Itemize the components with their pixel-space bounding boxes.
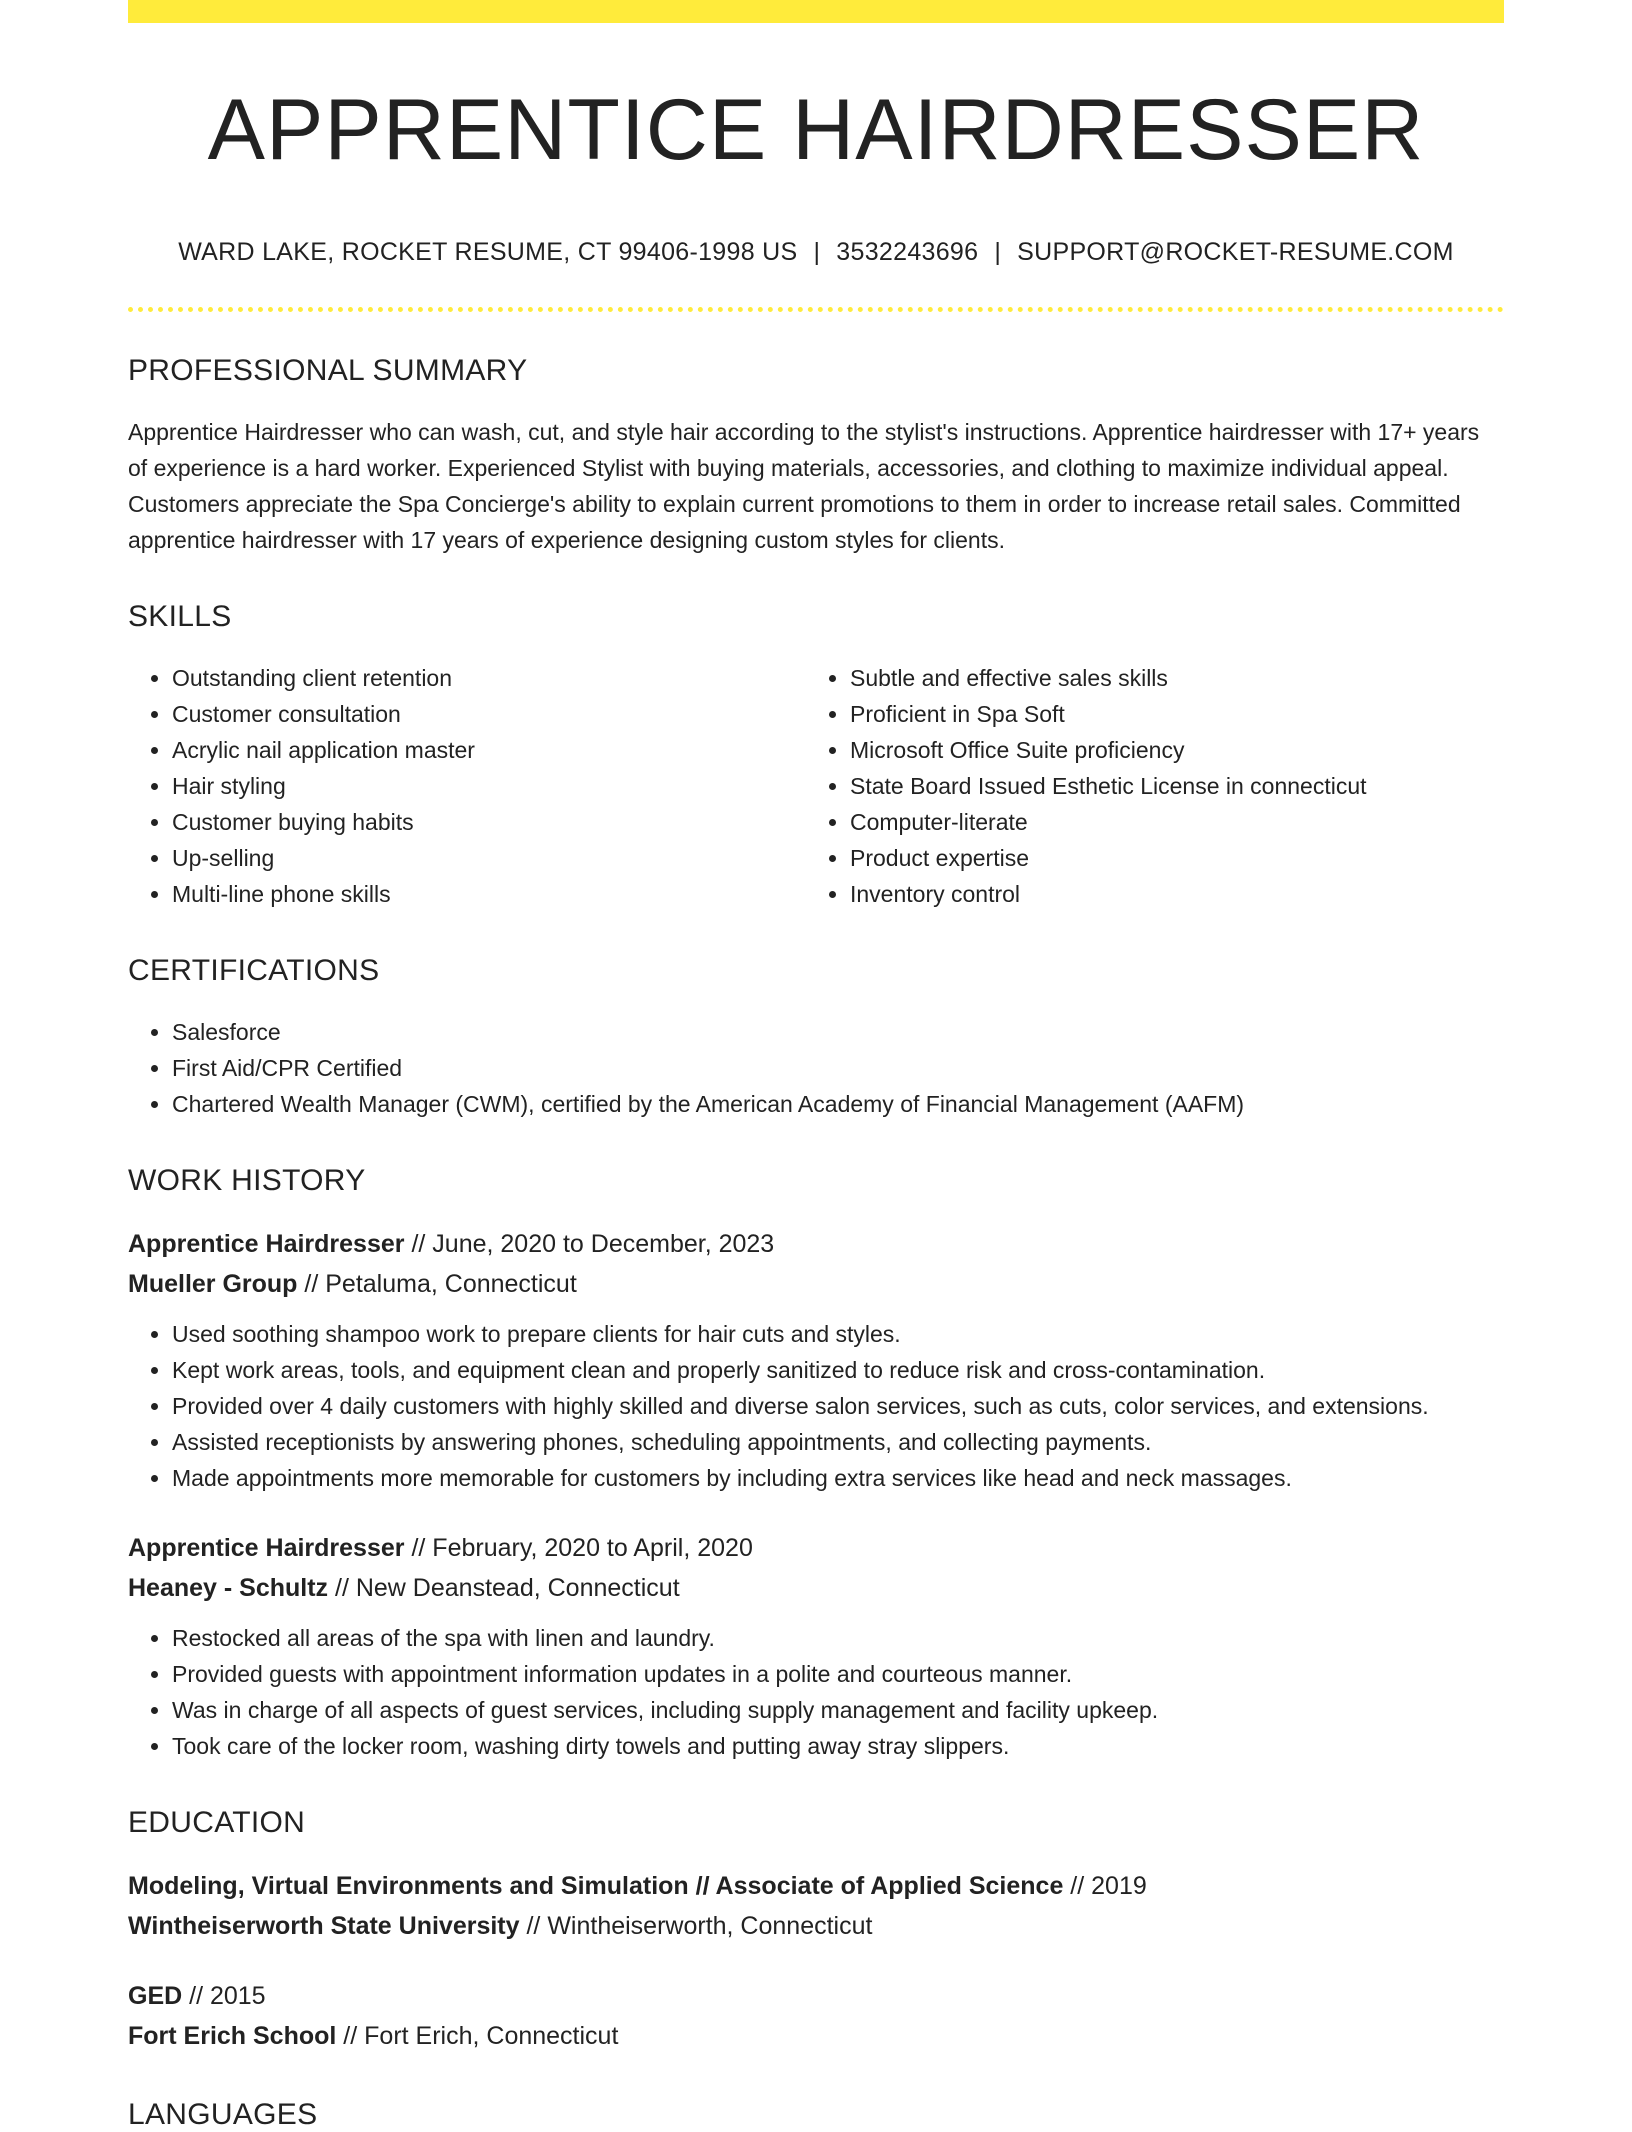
job-bullet: • Was in charge of all aspects of guest services, including supply management and facility upkeep.: [172, 1692, 1504, 1728]
job-bullet: • Used soothing shampoo work to prepare clients for hair cuts and styles.: [172, 1316, 1504, 1352]
education-entry: [128, 1976, 1504, 2056]
page-title: APPRENTICE HAIRDRESSER: [207, 82, 1425, 178]
skill-item: • Computer-literate: [850, 804, 1484, 840]
skill-item: • Customer buying habits: [172, 804, 806, 840]
education-degree: Modeling, Virtual Environments and Simulation // Associate of Applied Science: [128, 1871, 1064, 1900]
education-school: Fort Erich School: [128, 2021, 337, 2050]
contact-email: SUPPORT@ROCKET-RESUME.COM: [1017, 237, 1454, 266]
job-bullet: • Assisted receptionists by answering phones, scheduling appointments, and collecting payments.: [172, 1424, 1504, 1460]
contact-line: [128, 238, 1504, 267]
skill-item: • Proficient in Spa Soft: [850, 696, 1484, 732]
dotted-divider: [128, 307, 1504, 312]
education-year: // 2015: [182, 1981, 266, 2010]
job-bullet: • Made appointments more memorable for customers by including extra services like head and neck massages.: [172, 1460, 1504, 1496]
education-degree-line: [128, 1866, 1504, 1906]
contact-separator: |: [813, 237, 821, 266]
skill-item: • Outstanding client retention: [172, 660, 806, 696]
top-accent-bar: [128, 0, 1504, 23]
languages-heading: LANGUAGES: [128, 2097, 318, 2131]
job-company-line: [128, 1568, 1504, 1608]
job-title: Apprentice Hairdresser: [128, 1229, 405, 1258]
skill-item: • Hair styling: [172, 768, 806, 804]
skill-item: • Product expertise: [850, 840, 1484, 876]
education-school-line: [128, 1906, 1504, 1946]
certifications-list: [128, 1014, 1504, 1122]
job-dates: // June, 2020 to December, 2023: [404, 1229, 775, 1258]
contact-phone: 3532243696: [836, 237, 979, 266]
skills-list-left: [128, 660, 806, 912]
job-title-line: [128, 1528, 1504, 1568]
skills-list-right: [806, 660, 1484, 912]
job-title-line: [128, 1224, 1504, 1264]
certification-item: • First Aid/CPR Certified: [172, 1050, 1504, 1086]
education-school-line: [128, 2016, 1504, 2056]
education-school: Wintheiserworth State University: [128, 1911, 520, 1940]
certifications-heading: CERTIFICATIONS: [128, 953, 380, 987]
certification-item: • Chartered Wealth Manager (CWM), certified by the American Academy of Financial Management (AAFM): [172, 1086, 1504, 1122]
education-year: // 2019: [1063, 1871, 1147, 1900]
skill-item: • Up-selling: [172, 840, 806, 876]
job-title: Apprentice Hairdresser: [128, 1533, 405, 1562]
education-heading: EDUCATION: [128, 1805, 306, 1839]
contact-separator: |: [994, 237, 1002, 266]
skill-item: • Inventory control: [850, 876, 1484, 912]
contact-address: WARD LAKE, ROCKET RESUME, CT 99406-1998 US: [178, 237, 798, 266]
job-bullet: • Provided over 4 daily customers with highly skilled and diverse salon services, such as cuts, color services, and extensions.: [172, 1388, 1504, 1424]
job-bullet: • Kept work areas, tools, and equipment clean and properly sanitized to reduce risk and cross-contamination.: [172, 1352, 1504, 1388]
job-company: Heaney - Schultz: [128, 1573, 329, 1602]
summary-text: Apprentice Hairdresser who can wash, cut, and style hair according to the stylist's instructions. Apprentice hairdresser with 17+ years of experience is a hard worker. Experienced Stylist with buying materials, accessories, and clothing to maximize individual appeal. Customers appreciate the Spa Concierge's ability to explain current promotions to them in order to increase retail sales. Committed apprentice hairdresser with 17 years of experience designing custom styles for clients.: [128, 418, 1480, 553]
job-location: // Petaluma, Connecticut: [297, 1269, 577, 1298]
education-location: // Fort Erich, Connecticut: [336, 2021, 619, 2050]
job-bullets: [128, 1316, 1504, 1496]
education-degree-line: [128, 1976, 1504, 2016]
education-entry: [128, 1866, 1504, 1946]
job-bullets: [128, 1620, 1504, 1764]
job-bullet: • Took care of the locker room, washing dirty towels and putting away stray slippers.: [172, 1728, 1504, 1764]
job-bullet: • Provided guests with appointment information updates in a polite and courteous manner.: [172, 1656, 1504, 1692]
job-entry: [128, 1224, 1504, 1496]
job-dates: // February, 2020 to April, 2020: [404, 1533, 753, 1562]
education-location: // Wintheiserworth, Connecticut: [519, 1911, 873, 1940]
job-location: // New Deanstead, Connecticut: [328, 1573, 680, 1602]
job-entry: [128, 1528, 1504, 1764]
skills-heading: SKILLS: [128, 599, 232, 633]
skill-item: • Customer consultation: [172, 696, 806, 732]
skill-item: • State Board Issued Esthetic License in connecticut: [850, 768, 1484, 804]
job-bullet: • Restocked all areas of the spa with linen and laundry.: [172, 1620, 1504, 1656]
skill-item: • Subtle and effective sales skills: [850, 660, 1484, 696]
resume-page: [128, 0, 1504, 2132]
certification-item: • Salesforce: [172, 1014, 1504, 1050]
job-company-line: [128, 1264, 1504, 1304]
education-degree: GED: [128, 1981, 183, 2010]
skill-item: • Acrylic nail application master: [172, 732, 806, 768]
summary-heading: PROFESSIONAL SUMMARY: [128, 353, 528, 387]
job-company: Mueller Group: [128, 1269, 298, 1298]
skill-item: • Microsoft Office Suite proficiency: [850, 732, 1484, 768]
skills-grid: [128, 660, 1504, 912]
skill-item: • Multi-line phone skills: [172, 876, 806, 912]
work-history-heading: WORK HISTORY: [128, 1163, 366, 1197]
